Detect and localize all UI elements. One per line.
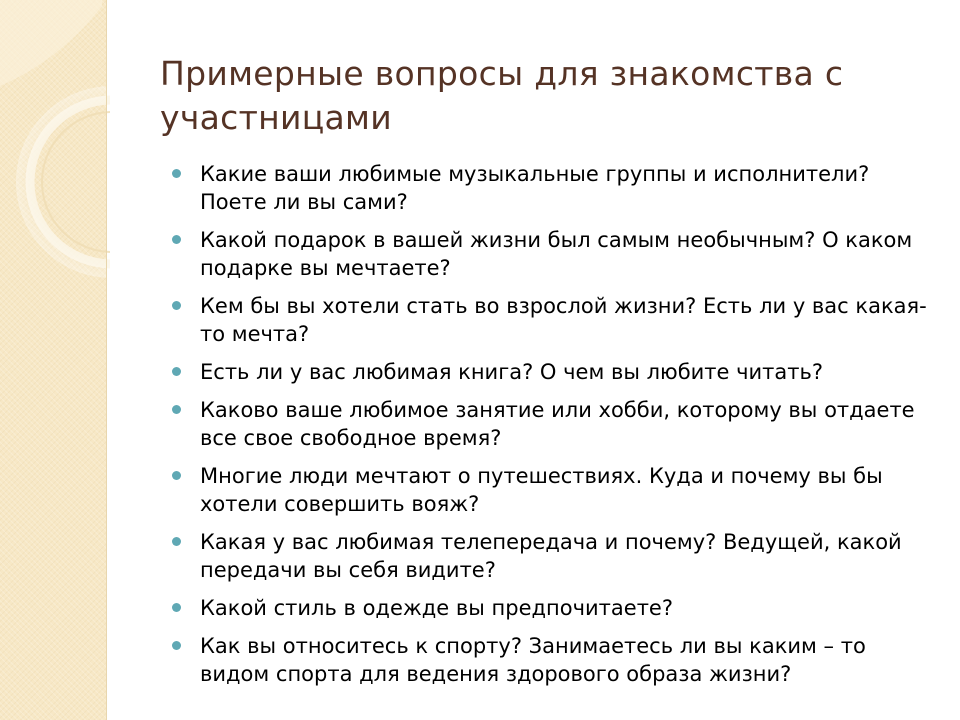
bullet-dot-icon (172, 235, 181, 244)
bullet-dot-icon (172, 537, 181, 546)
list-item (170, 160, 930, 216)
side-panel-border (106, 0, 107, 720)
questions-list (170, 160, 930, 698)
list-item (170, 462, 930, 518)
list-item-text: Какой стиль в одежде вы предпочитаете? (200, 596, 673, 620)
bullet-dot-icon (172, 603, 181, 612)
bullet-dot-icon (172, 169, 181, 178)
bullet-dot-icon (172, 405, 181, 414)
bullet-dot-icon (172, 471, 181, 480)
list-item (170, 358, 930, 386)
bullet-dot-icon (172, 367, 181, 376)
list-item-text: Какие ваши любимые музыкальные группы и исполнители? Поете ли вы сами? (200, 162, 870, 214)
list-item (170, 292, 930, 348)
list-item-text: Многие люди мечтают о путешествиях. Куда и почему вы бы хотели совершить вояж? (200, 464, 883, 516)
list-item (170, 594, 930, 622)
slide-title: Примерные вопросы для знакомства с участницами (160, 54, 844, 137)
list-item (170, 226, 930, 282)
bullet-dot-icon (172, 641, 181, 650)
list-item (170, 528, 930, 584)
list-item-text: Какая у вас любимая телепередача и почему? Ведущей, какой передачи вы себя видите? (200, 530, 902, 582)
list-item-text: Каково ваше любимое занятие или хобби, которому вы отдаете все свое свободное время? (200, 398, 915, 450)
list-item (170, 632, 930, 688)
list-item-text: Кем бы вы хотели стать во взрослой жизни? Есть ли у вас какая-то мечта? (200, 294, 927, 346)
list-item-text: Есть ли у вас любимая книга? О чем вы любите читать? (200, 360, 824, 384)
list-item (170, 396, 930, 452)
bullet-dot-icon (172, 301, 181, 310)
decorative-circles-icon (0, 0, 110, 720)
list-item-text: Как вы относитесь к спорту? Занимаетесь ли вы каким – то видом спорта для ведения здорового образа жизни? (200, 634, 866, 686)
list-item-text: Какой подарок в вашей жизни был самым необычным? О каком подарке вы мечтаете? (200, 228, 913, 280)
